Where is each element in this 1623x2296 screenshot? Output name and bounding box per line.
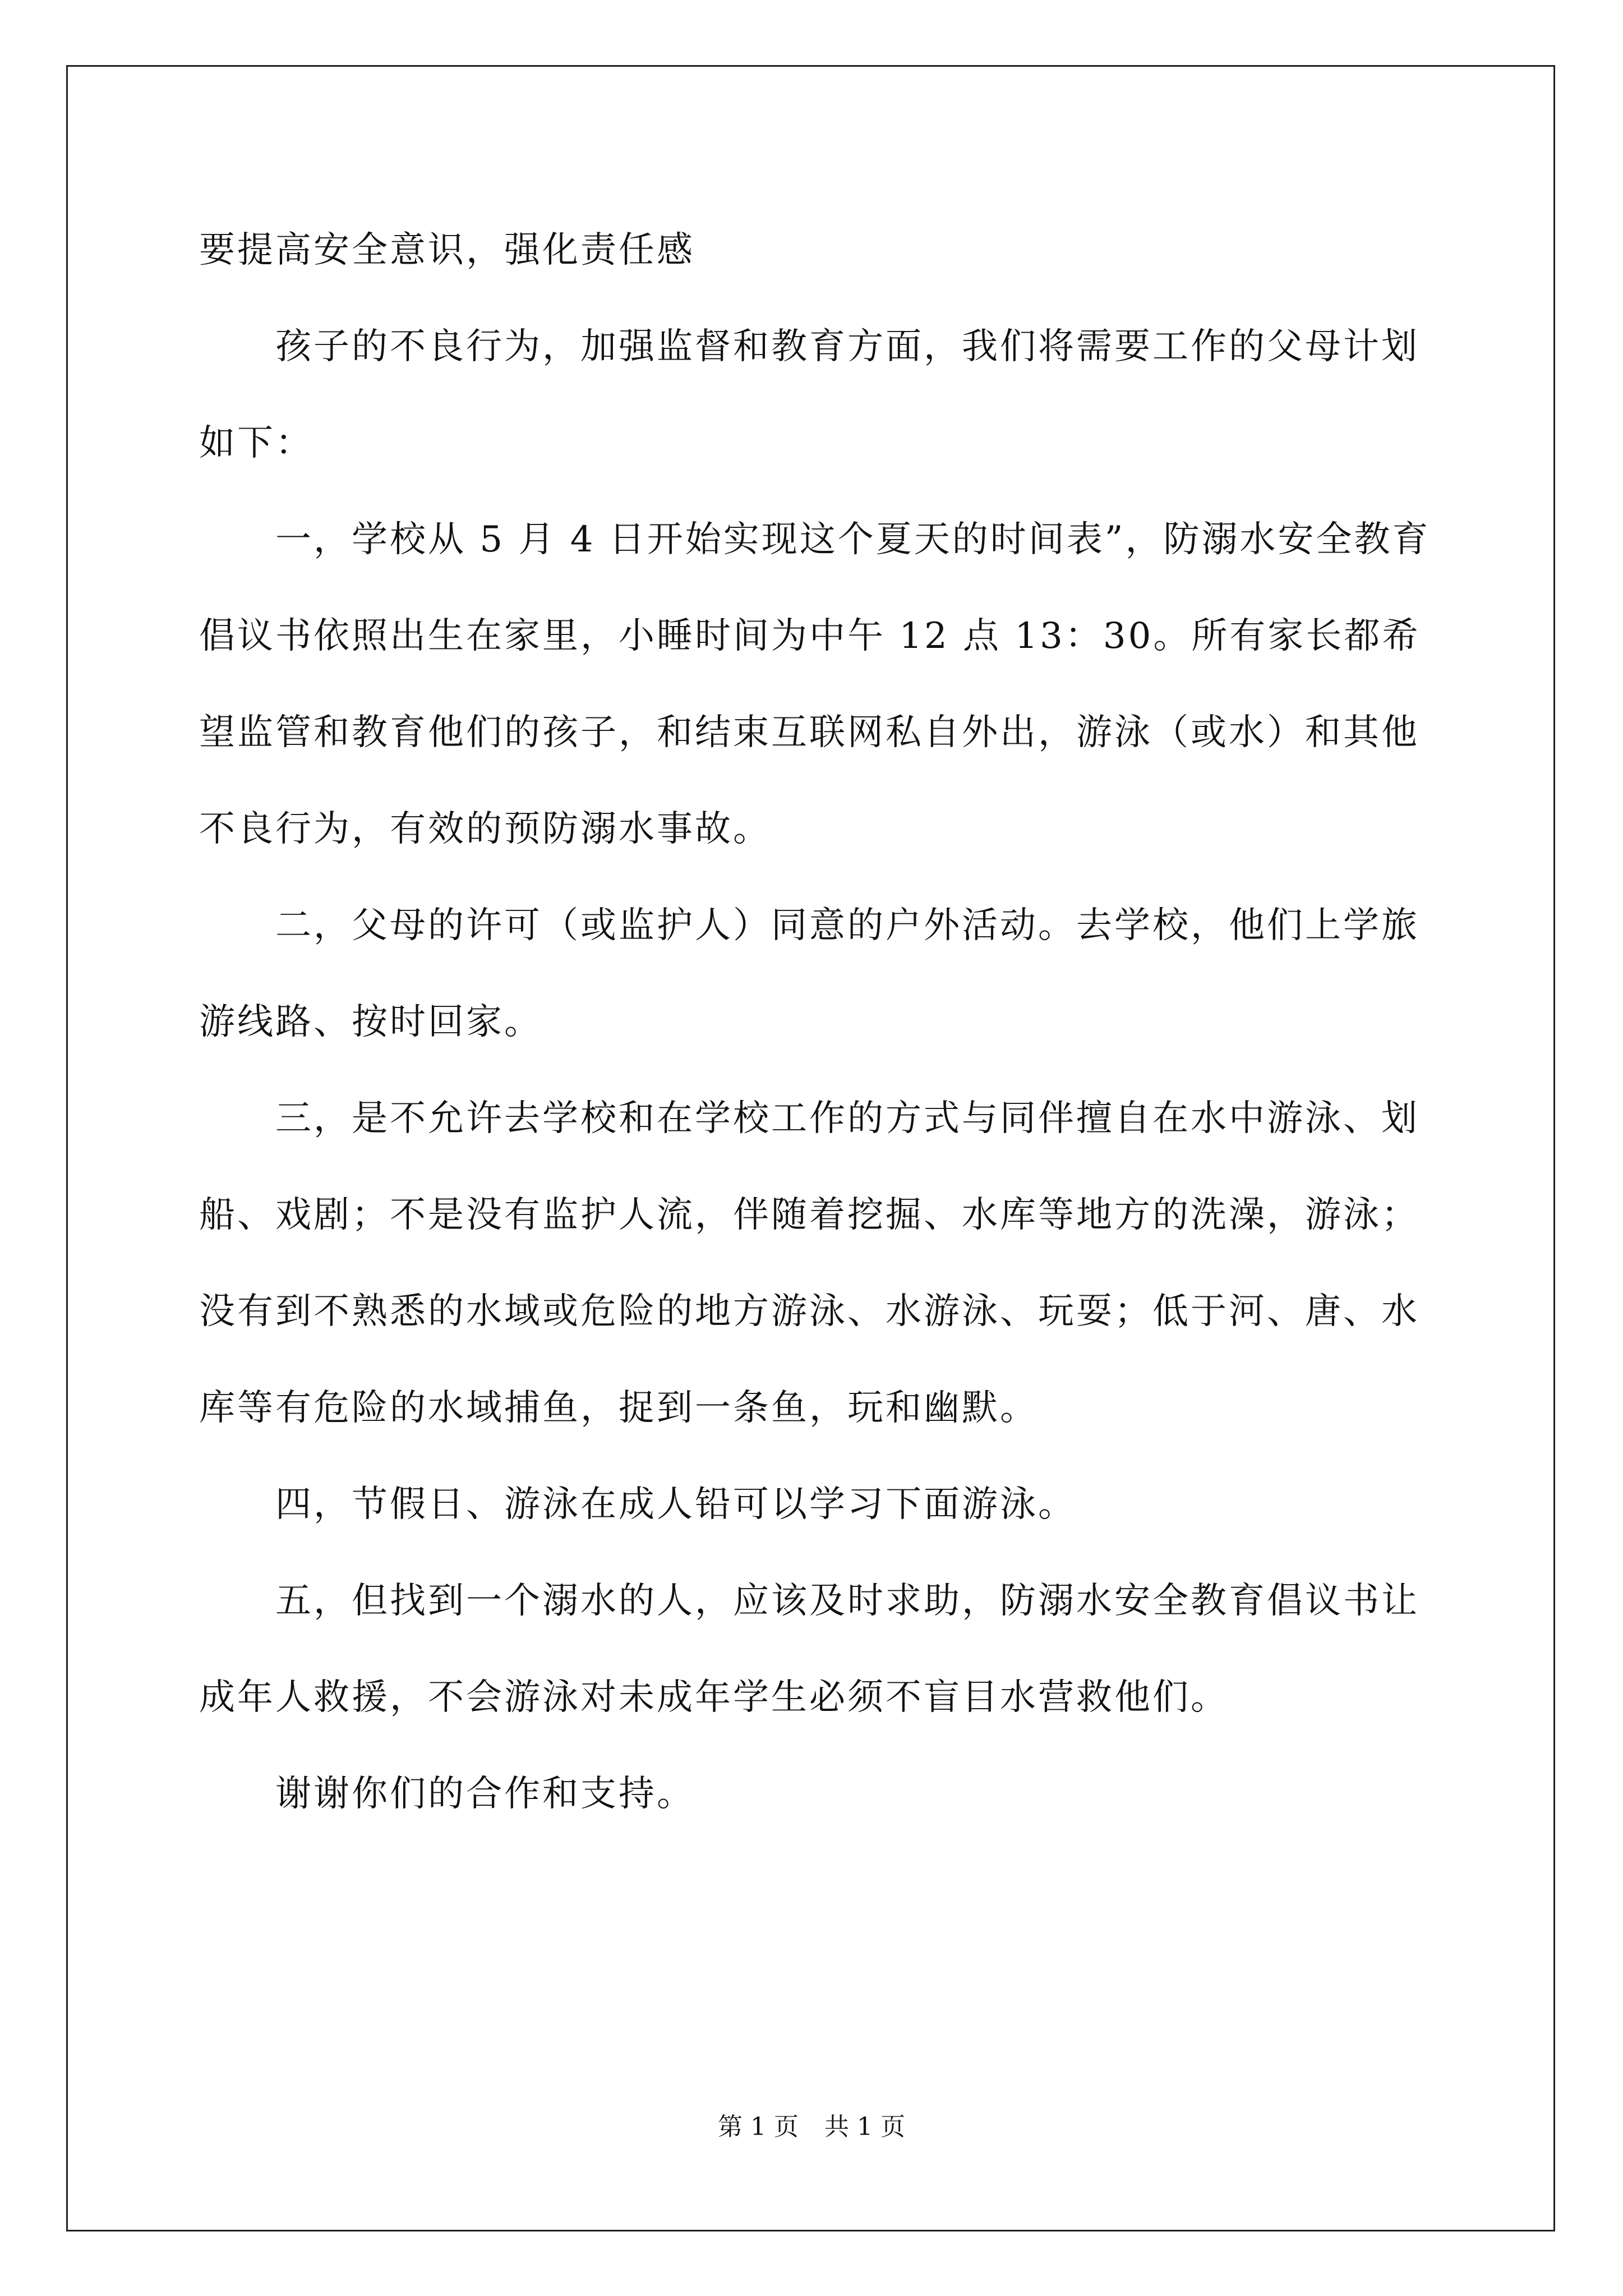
- paragraph-item-1: 一，学校从 5 月 4 日开始实现这个夏天的时间表”，防溺水安全教育倡议书依照出生在家里，小睡时间为中午 12 点 13：30。所有家长都希望监管和教育他们的孩子，和结束互联网私自外出，游泳（或水）和其他不良行为，有效的预防溺水事故。: [199, 519, 1431, 850]
- paragraph-item-3: 三，是不允许去学校和在学校工作的方式与同伴擅自在水中游泳、划船、戏剧；不是没有监护人流，伴随着挖掘、水库等地方的洗澡，游泳；没有到不熟悉的水域或危险的地方游泳、水游泳、玩耍；低于河、唐、水库等有危险的水域捕鱼，捉到一条鱼，玩和幽默。: [199, 1098, 1419, 1429]
- page-number-total: 共 1 页: [824, 2113, 905, 2141]
- paragraph-item-2: 二，父母的许可（或监护人）同意的户外活动。去学校，他们上学旅游线路、按时回家。: [199, 905, 1419, 1043]
- document-body: [199, 202, 1433, 1842]
- paragraph-item-5: 五，但找到一个溺水的人，应该及时求助，防溺水安全教育倡议书让成年人救援，不会游泳对未成年学生必须不盲目水营救他们。: [199, 1580, 1419, 1718]
- page-number-current: 第 1 页: [718, 2113, 799, 2141]
- paragraph-item-4: 四，节假日、游泳在成人铅可以学习下面游泳。: [275, 1484, 1076, 1525]
- paragraph-intro: 要提高安全意识，强化责任感: [199, 229, 695, 271]
- paragraph-thanks: 谢谢你们的合作和支持。: [275, 1773, 695, 1815]
- paragraph-plan: 孩子的不良行为，加强监督和教育方面，我们将需要工作的父母计划如下：: [199, 326, 1419, 464]
- page-footer: [0, 2110, 1623, 2144]
